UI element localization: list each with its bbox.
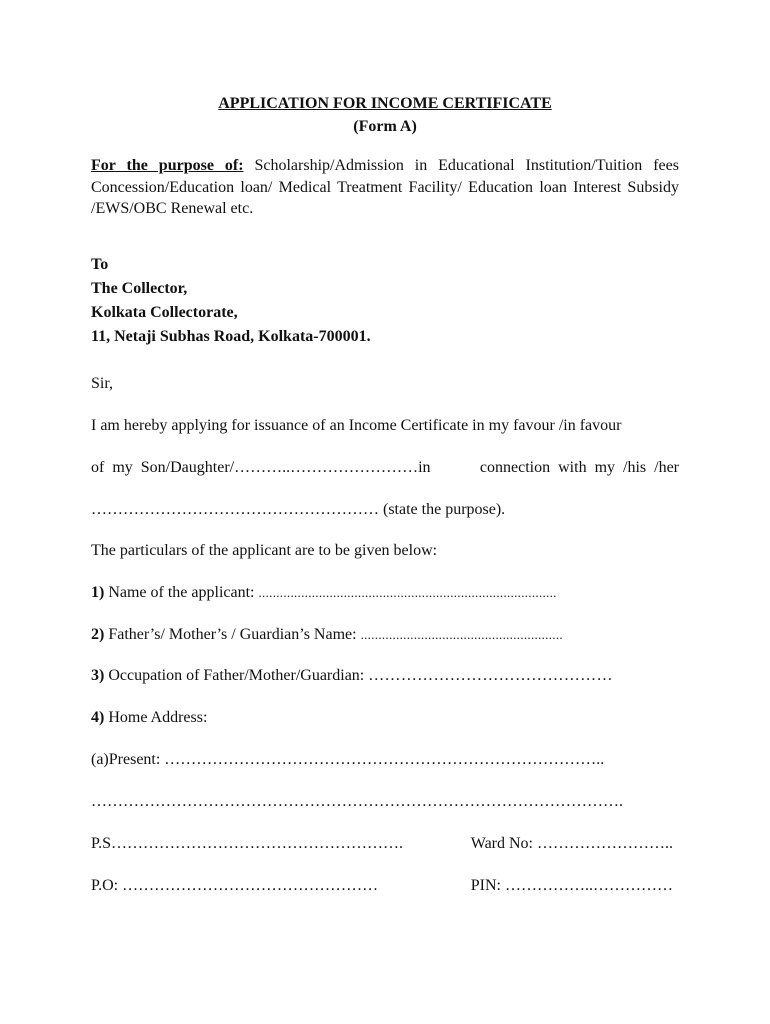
field-home-address <box>91 708 207 728</box>
field-number: 3) <box>91 667 105 684</box>
field-blank[interactable]: ......................................................... <box>360 627 563 642</box>
purpose-text: Scholarship/Admission in Educational Institution/Tuition fees Concession/Education loan/ Medical Treatment Facility/ Education loan Interest Subsidy /EWS/OBC Renewal etc. <box>91 157 679 217</box>
document-title: APPLICATION FOR INCOME CERTIFICATE <box>218 95 552 112</box>
field-number: 2) <box>91 626 105 643</box>
field-label: Occupation of Father/Mother/Guardian: <box>104 667 369 684</box>
address-continuation-field[interactable]: ………………………………………………………………………………………. <box>91 793 623 810</box>
son-daughter-field[interactable]: of my Son/Daughter/………..……………………in <box>91 459 431 476</box>
purpose-label: For the purpose of: <box>91 157 244 174</box>
post-office-field[interactable]: P.O: ………………………………………… <box>91 877 379 894</box>
field-blank[interactable]: .................................................................................... <box>258 585 557 600</box>
field-number: 4) <box>91 709 105 726</box>
po-pin-row <box>91 876 673 896</box>
field-blank[interactable]: ……………………………………… <box>368 667 613 684</box>
address-to: To <box>91 256 109 273</box>
field-guardian-occupation[interactable] <box>91 666 613 686</box>
connection-text: connection with my /his /her <box>479 459 679 476</box>
pin-field[interactable]: PIN: ……………..…………… <box>470 877 673 894</box>
particulars-intro: The particulars of the applicant are to be given below: <box>91 542 438 559</box>
field-guardian-name[interactable] <box>91 625 563 645</box>
body-line-1-text: I am hereby applying for issuance of an Income Certificate in my favour /in favour <box>91 417 622 434</box>
salutation: Sir, <box>91 375 114 392</box>
field-number: 1) <box>91 584 105 601</box>
body-line-1 <box>91 416 679 436</box>
field-label: Name of the applicant: <box>104 584 259 601</box>
field-label: Father’s/ Mother’s / Guardian’s Name: <box>104 626 361 643</box>
address-recipient: The Collector, <box>91 280 188 297</box>
police-station-field[interactable]: P.S………………………………………………. <box>91 835 404 852</box>
purpose-paragraph <box>91 155 679 220</box>
address-office: Kolkata Collectorate, <box>91 304 238 321</box>
address-street: 11, Netaji Subhas Road, Kolkata-700001. <box>91 328 371 345</box>
field-label: Home Address: <box>104 709 208 726</box>
field-applicant-name[interactable] <box>91 583 557 603</box>
ps-ward-row <box>91 834 673 854</box>
body-line-2 <box>91 458 679 478</box>
present-address-field[interactable]: (a)Present: ……………………………………………………………………….. <box>91 751 605 768</box>
purpose-field[interactable]: ……………………………………………… (state the purpose). <box>91 501 506 518</box>
ward-number-field[interactable]: Ward No: …………………….. <box>470 835 673 852</box>
document-subtitle: (Form A) <box>353 118 417 135</box>
